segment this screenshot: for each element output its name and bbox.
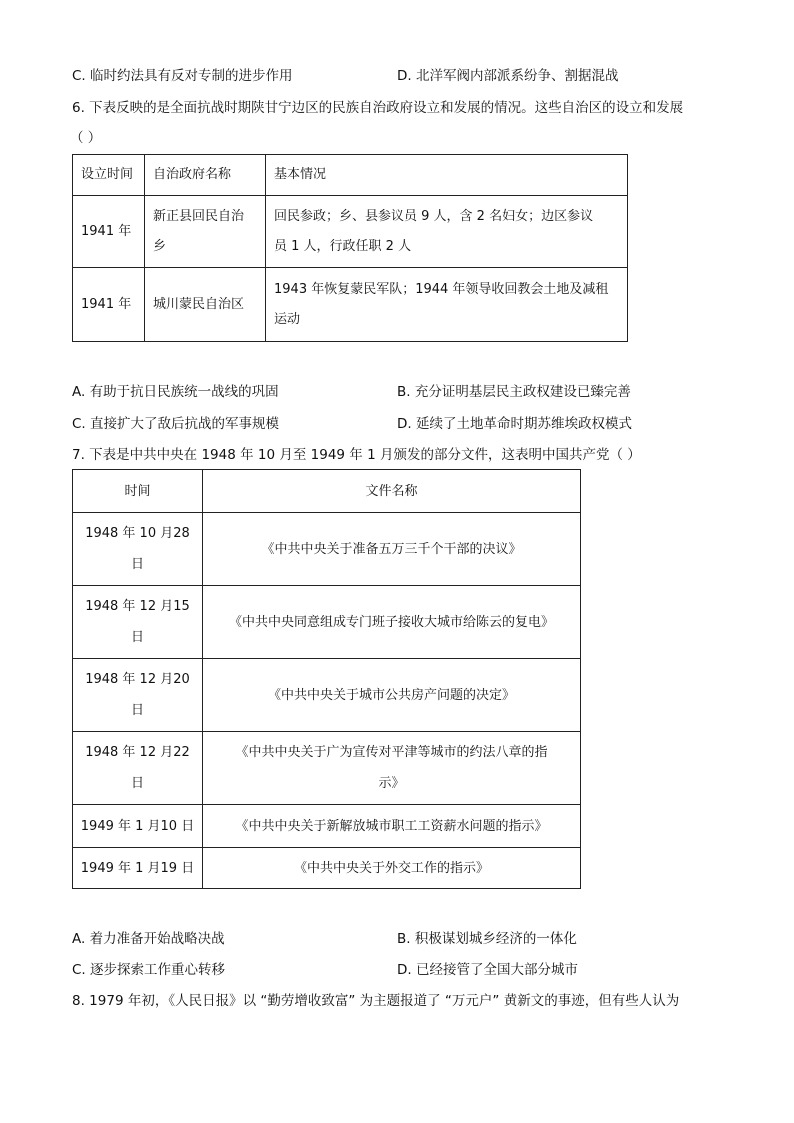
q6-stem: 6. 下表反映的是全面抗战时期陕甘宁边区的民族自治政府设立和发展的情况。这些自治区的设立和发展 bbox=[72, 100, 684, 116]
table-header-row bbox=[73, 470, 581, 513]
table-header-cell: 时间 bbox=[73, 470, 203, 513]
cell-line: 《中共中央关于广为宣传对平津等城市的约法八章的指 bbox=[235, 745, 548, 760]
table-row bbox=[73, 268, 628, 342]
q7-table bbox=[72, 469, 581, 889]
table-header-row bbox=[73, 155, 628, 196]
q5-option-d: D. 北洋军阀内部派系纷争、割据混战 bbox=[397, 68, 619, 84]
q7-option-c: C. 逐步探索工作重心转移 bbox=[72, 962, 226, 978]
table-cell-doc: 《中共中央关于新解放城市职工工资薪水问题的指示》 bbox=[203, 805, 581, 848]
table-header-cell: 文件名称 bbox=[203, 470, 581, 513]
q7-option-d: D. 已经接管了全国大部分城市 bbox=[397, 962, 578, 978]
q7-option-b: B. 积极谋划城乡经济的一体化 bbox=[397, 931, 577, 947]
q6-option-d: D. 延续了土地革命时期苏维埃政权模式 bbox=[397, 416, 632, 432]
table-cell-date: 1949 年 1 月19 日 bbox=[73, 848, 203, 889]
table-row bbox=[73, 659, 581, 732]
table-cell-date bbox=[73, 586, 203, 659]
cell-line: 乡 bbox=[153, 238, 167, 254]
table-cell-date bbox=[73, 513, 203, 586]
table-cell-date bbox=[73, 659, 203, 732]
cell-line: 1948 年 12 月20 bbox=[85, 672, 190, 687]
table-row bbox=[73, 586, 581, 659]
table-row bbox=[73, 732, 581, 805]
cell-line: 日 bbox=[130, 630, 144, 645]
cell-line: 1948 年 10 月28 bbox=[85, 526, 190, 541]
q6-option-b: B. 充分证明基层民主政权建设已臻完善 bbox=[397, 384, 631, 400]
table-cell-doc: 《中共中央关于外交工作的指示》 bbox=[203, 848, 581, 889]
cell-line: 运动 bbox=[274, 311, 301, 327]
cell-line: 新正县回民自治 bbox=[153, 208, 245, 224]
table-cell-doc: 《中共中央关于准备五万三千个干部的决议》 bbox=[203, 513, 581, 586]
table-cell-doc: 《中共中央同意组成专门班子接收大城市给陈云的复电》 bbox=[203, 586, 581, 659]
cell-line: 示》 bbox=[378, 776, 405, 791]
table-cell-date: 1949 年 1 月10 日 bbox=[73, 805, 203, 848]
table-header-cell: 自治政府名称 bbox=[145, 155, 266, 196]
table-row bbox=[73, 848, 581, 889]
q6-table bbox=[72, 154, 628, 342]
table-cell-name: 城川蒙民自治区 bbox=[145, 268, 266, 342]
table-row bbox=[73, 196, 628, 268]
cell-line: 回民参政；乡、县参议员 9 人，含 2 名妇女；边区参议 bbox=[274, 208, 594, 224]
cell-line: 1943 年恢复蒙民军队；1944 年领导收回教会土地及减租 bbox=[274, 281, 609, 297]
q6-option-c: C. 直接扩大了敌后抗战的军事规模 bbox=[72, 416, 280, 432]
table-cell-time: 1941 年 bbox=[73, 268, 145, 342]
q5-option-c: C. 临时约法具有反对专制的进步作用 bbox=[72, 68, 293, 84]
q6-option-a: A. 有助于抗日民族统一战线的巩固 bbox=[72, 384, 279, 400]
table-cell-doc: 《中共中央关于城市公共房产问题的决定》 bbox=[203, 659, 581, 732]
cell-line: 日 bbox=[130, 776, 144, 791]
cell-line: 日 bbox=[130, 703, 144, 718]
table-row bbox=[73, 513, 581, 586]
table-cell-info bbox=[266, 268, 628, 342]
table-header-cell: 基本情况 bbox=[266, 155, 628, 196]
q8-stem: 8. 1979 年初，《人民日报》以 “勤劳增收致富” 为主题报道了 “万元户” 黄新文的事迹，但有些人认为 bbox=[72, 993, 680, 1009]
table-cell-date bbox=[73, 732, 203, 805]
cell-line: 员 1 人，行政任职 2 人 bbox=[274, 238, 412, 254]
cell-line: 日 bbox=[130, 557, 144, 572]
table-cell-doc bbox=[203, 732, 581, 805]
cell-line: 1948 年 12 月15 bbox=[85, 599, 190, 614]
table-header-cell: 设立时间 bbox=[73, 155, 145, 196]
q6-answer-bracket: （ ） bbox=[70, 130, 102, 146]
q7-option-a: A. 着力准备开始战略决战 bbox=[72, 931, 225, 947]
table-row bbox=[73, 805, 581, 848]
table-cell-time: 1941 年 bbox=[73, 196, 145, 268]
table-cell-name bbox=[145, 196, 266, 268]
q7-stem: 7. 下表是中共中央在 1948 年 10 月至 1949 年 1 月颁发的部分文件，这表明中国共产党（ ） bbox=[72, 447, 641, 463]
cell-line: 1948 年 12 月22 bbox=[85, 745, 190, 760]
table-cell-info bbox=[266, 196, 628, 268]
